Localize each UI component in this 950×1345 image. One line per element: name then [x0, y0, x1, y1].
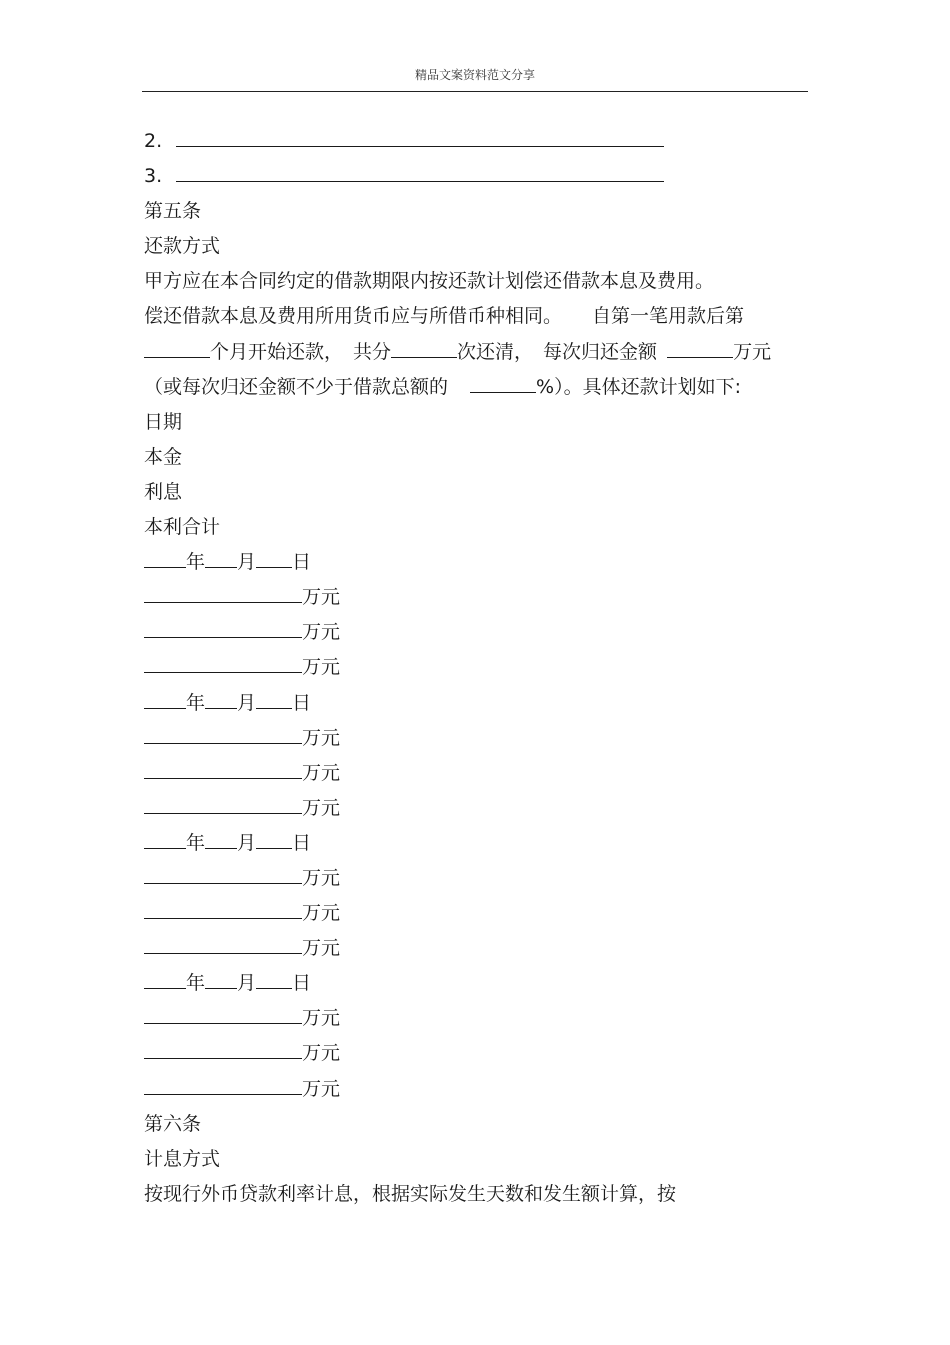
amount-row — [144, 931, 814, 966]
fill-blank — [667, 335, 733, 358]
date-row — [144, 826, 814, 861]
paragraph-text: 共分 — [353, 340, 392, 363]
unit-label: 万元 — [302, 1077, 341, 1100]
unit-label: 万元 — [302, 726, 341, 749]
amount-row — [144, 756, 814, 791]
fill-blank — [470, 370, 536, 393]
month-label: 月 — [237, 691, 257, 714]
unit-label: 万元 — [302, 1042, 341, 1065]
fill-blank — [144, 580, 302, 603]
fill-blank — [205, 826, 237, 849]
year-label: 年 — [186, 831, 206, 854]
fill-blank — [144, 826, 186, 849]
list-item — [144, 159, 814, 194]
fill-blank — [144, 1036, 302, 1059]
unit-label: 万元 — [302, 937, 341, 960]
table-header: 日期 — [144, 410, 183, 433]
year-label: 年 — [186, 972, 206, 995]
day-label: 日 — [292, 831, 312, 854]
fill-blank — [176, 124, 664, 147]
article-5-subtitle: 还款方式 — [144, 235, 221, 258]
unit-label: 万元 — [302, 656, 341, 679]
month-label: 月 — [237, 831, 257, 854]
amount-row — [144, 615, 814, 650]
day-label: 日 — [292, 551, 312, 574]
fill-blank — [205, 686, 237, 709]
fill-blank — [205, 966, 237, 989]
unit-label: 万元 — [302, 761, 341, 784]
fill-blank — [144, 650, 302, 673]
month-label: 月 — [237, 551, 257, 574]
amount-row — [144, 1001, 814, 1036]
article-6-title: 第六条 — [144, 1112, 202, 1135]
fill-blank — [144, 791, 302, 814]
paragraph-text: 个月开始还款， — [210, 340, 344, 363]
fill-blank — [144, 335, 210, 358]
article-5-paragraph-3 — [144, 335, 814, 370]
day-label: 日 — [292, 691, 312, 714]
header-rule — [142, 91, 808, 92]
fill-blank — [144, 931, 302, 954]
amount-row — [144, 650, 814, 685]
article-6-paragraph-1: 按现行外币贷款利率计息，根据实际发生天数和发生额计算，按 — [144, 1182, 677, 1205]
fill-blank — [144, 861, 302, 884]
paragraph-text: %）。具体还款计划如下: — [536, 375, 741, 398]
fill-blank — [144, 615, 302, 638]
unit-label: 万元 — [302, 902, 341, 925]
amount-row — [144, 1036, 814, 1071]
fill-blank — [256, 686, 292, 709]
unit-label: 万元 — [302, 866, 341, 889]
paragraph-text: （或每次归还金额不少于借款总额的 — [144, 375, 449, 398]
unit-label: 万元 — [302, 796, 341, 819]
list-number: 3. — [144, 165, 163, 188]
table-header: 本利合计 — [144, 516, 221, 539]
paragraph-text: 自第一笔用款后第 — [592, 305, 745, 328]
fill-blank — [205, 545, 237, 568]
list-number: 2. — [144, 130, 163, 152]
month-label: 月 — [237, 972, 257, 995]
article-5-paragraph-4 — [144, 370, 814, 405]
article-5-paragraph-2 — [144, 299, 814, 334]
unit-label: 万元 — [302, 621, 341, 644]
fill-blank — [144, 1072, 302, 1095]
fill-blank — [144, 721, 302, 744]
amount-row — [144, 861, 814, 896]
fill-blank — [144, 756, 302, 779]
paragraph-text: 偿还借款本息及费用所用货币应与所借币种相同。 — [144, 305, 563, 328]
table-header: 本金 — [144, 445, 183, 468]
fill-blank — [256, 826, 292, 849]
paragraph-text: 次还清， — [457, 340, 534, 363]
article-5-paragraph-1: 甲方应在本合同约定的借款期限内按还款计划偿还借款本息及费用。 — [144, 270, 715, 293]
date-row — [144, 686, 814, 721]
fill-blank — [256, 545, 292, 568]
table-header: 利息 — [144, 480, 183, 503]
fill-blank — [144, 896, 302, 919]
unit-label: 万元 — [302, 1007, 341, 1030]
fill-blank — [176, 159, 664, 182]
fill-blank — [144, 966, 186, 989]
unit-label: 万元 — [302, 586, 341, 609]
paragraph-text: 每次归还金额 — [543, 340, 658, 363]
document-body — [144, 124, 814, 1212]
page-header: 精品文案资料范文分享 — [414, 68, 535, 82]
paragraph-text: 万元 — [733, 340, 772, 363]
fill-blank — [256, 966, 292, 989]
date-row — [144, 545, 814, 580]
article-5-title: 第五条 — [144, 200, 202, 223]
amount-row — [144, 580, 814, 615]
article-6-subtitle: 计息方式 — [144, 1147, 221, 1170]
amount-row — [144, 1072, 814, 1107]
amount-row — [144, 721, 814, 756]
amount-row — [144, 896, 814, 931]
fill-blank — [144, 545, 186, 568]
day-label: 日 — [292, 972, 312, 995]
fill-blank — [144, 686, 186, 709]
year-label: 年 — [186, 691, 206, 714]
list-item — [144, 124, 814, 159]
year-label: 年 — [186, 551, 206, 574]
fill-blank — [391, 335, 457, 358]
date-row — [144, 966, 814, 1001]
fill-blank — [144, 1001, 302, 1024]
amount-row — [144, 791, 814, 826]
